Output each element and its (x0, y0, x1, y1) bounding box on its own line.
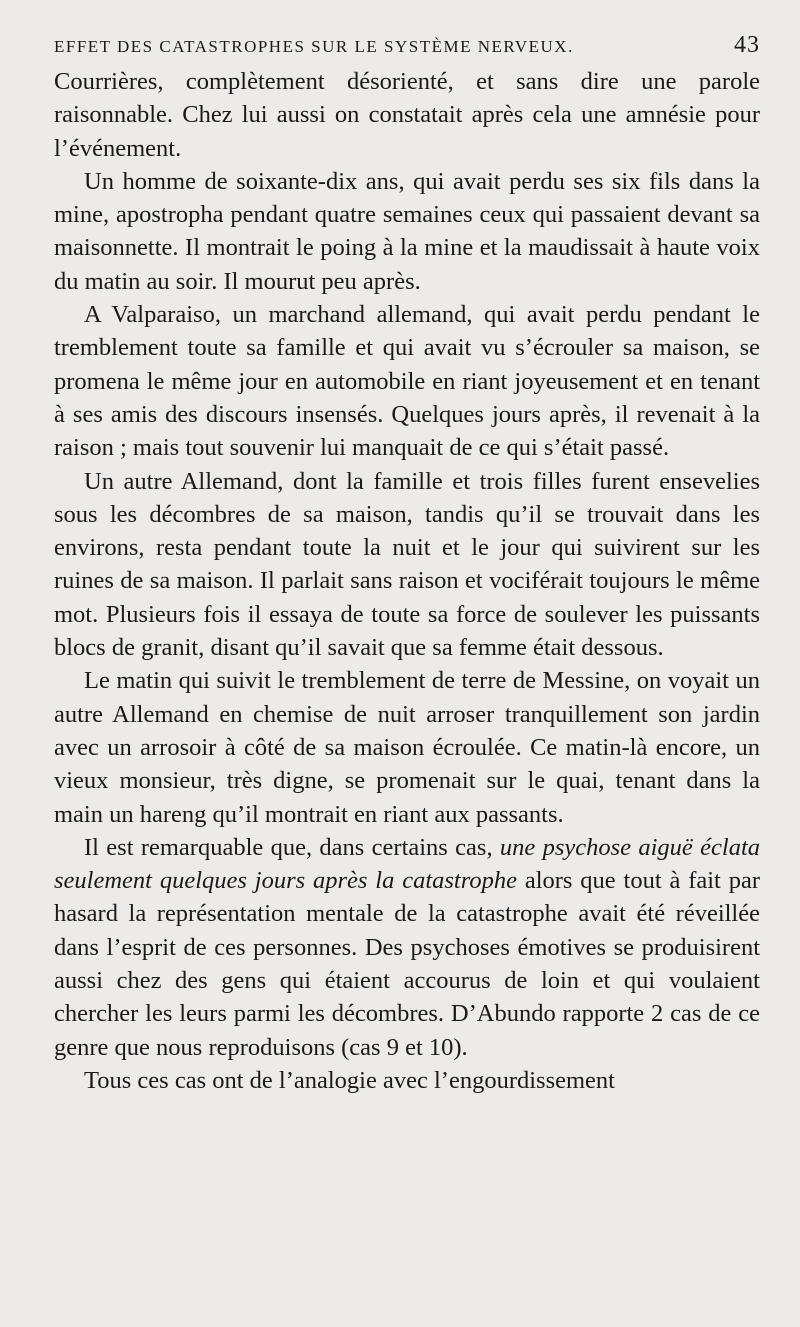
paragraph-other-german: Un autre Allemand, dont la famille et trois filles furent ensevelies sous les décombres de sa maison, tandis qu’il se trouvait dans les environs, resta pendant toute la nuit et le jour qui suivirent sur les ruines de sa maison. Il parlait sans raison et vociférait toujours le même mot. Plusieurs fois il essaya de toute sa force de soulever les puissants blocs de granit, disant qu’il savait que sa femme était dessous. (54, 467, 760, 662)
text-segment: Il est remarquable que, dans certains cas, (84, 833, 500, 861)
running-title: EFFET DES CATASTROPHES SUR LE SYSTÈME NERVEUX. (54, 37, 574, 56)
text-segment: alors que tout à fait par hasard la représentation mentale de la catastrophe avait été réveillée dans l’esprit de ces personnes. Des psychoses émotives se produisirent aussi chez des gens qui étaient accourus de loin et qui voulaient chercher les leurs parmi les décombres. D’Abundo rapporte 2 cas de ce genre que nous reproduisons (cas 9 et 10). (54, 867, 760, 1061)
page-number: 43 (734, 32, 760, 58)
paragraph-messina: Le matin qui suivit le tremblement de terre de Messine, on voyait un autre Allemand en chemise de nuit arroser tranquillement son jardin avec un arrosoir à côté de sa maison écroulée. Ce matin-là encore, un vieux monsieur, très digne, se promenait sur le quai, tenant dans la main un hareng qu’il montrait en riant aux passants. (54, 667, 760, 828)
paragraph-continuation: Courrières, complètement désorienté, et sans dire une parole raisonnable. Chez lui aussi on constatait après cela une amnésie pour l’événement. (54, 68, 760, 162)
italic-emphasis: une psychose aiguë éclata seulement quelques jours après la catastrophe (54, 833, 760, 895)
running-header (54, 32, 760, 59)
paragraph-valparaiso: A Valparaiso, un marchand allemand, qui avait perdu pendant le tremblement toute sa famille et qui avait vu s’écrouler sa maison, se promena le même jour en automobile en riant joyeusement et en tenant à ses amis des discours insensés. Quelques jours après, il revenait à la raison ; mais tout souvenir lui manquait de ce qui s’était passé. (54, 301, 760, 462)
paragraph-psychose (54, 831, 760, 1064)
paragraph-old-man: Un homme de soixante-dix ans, qui avait perdu ses six fils dans la mine, apostropha pendant quatre semaines ceux qui passaient devant sa maisonnette. Il montrait le poing à la mine et la maudissait à haute voix du matin au soir. Il mourut peu après. (54, 167, 760, 295)
paragraph-final: Tous ces cas ont de l’analogie avec l’engourdissement (84, 1066, 615, 1094)
